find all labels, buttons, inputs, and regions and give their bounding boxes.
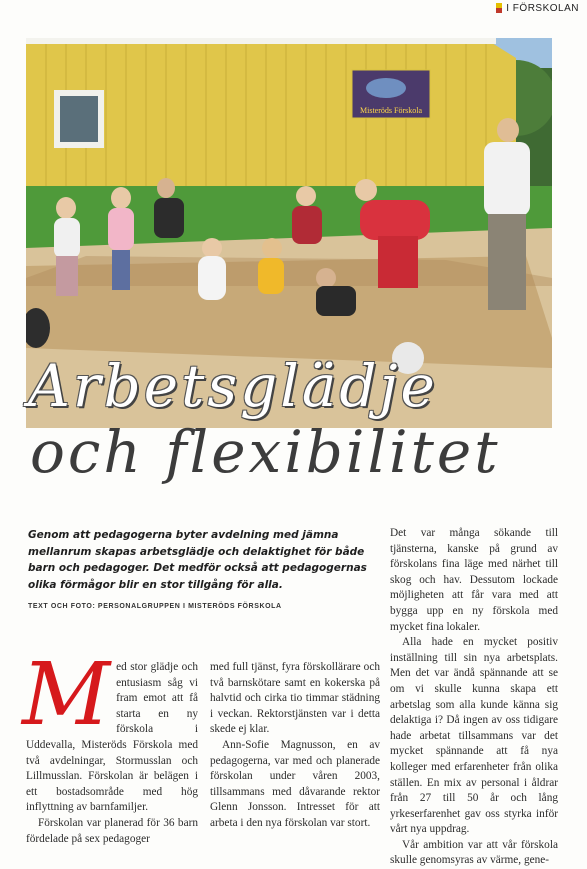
drop-cap: M	[22, 645, 111, 745]
body-paragraph: Vår ambition var att vår förskola skulle genomsyras av värme, gene-	[390, 838, 558, 867]
section-label	[496, 0, 579, 16]
sign-text: Misteröds Förskola	[360, 106, 422, 115]
body-column-2	[210, 660, 380, 832]
body-paragraph: Det var många sökande till tjänsterna, kanske på grund av förskolans fina läge med närhet till skog och hav. Dessutom lockade möjligheten att får vara med att bygga upp en ny förskola med mycket fina lokaler.	[390, 527, 558, 633]
headline-line-2: och flexibilitet	[30, 418, 501, 486]
section-label-text: I FÖRSKOLAN	[506, 2, 579, 14]
headline-line-1: Arbetsglädje	[28, 352, 438, 420]
lead-paragraph: Genom att pedagogerna byter avdelning med jämna mellanrum skapas arbetsglädje och delaktighet för både barn och pedagoger. Det medför också att pedagogernas olika förmågor blir en stor tillgång för alla.	[28, 529, 367, 591]
byline-credit: TEXT OCH FOTO: PERSONALGRUPPEN I MISTERÖDS FÖRSKOLA	[28, 603, 282, 610]
section-mark-icon	[496, 3, 502, 13]
body-paragraph: Ann-Sofie Magnusson, en av pedagogerna, var med och planerade förskolan under våren 2003, tillsammans med dåvarande rektor Glenn Jonsson. Intresset för att arbeta i den nya förskolan var stort.	[210, 738, 380, 829]
body-paragraph: ed stor glädje och entusiasm såg vi fram emot att få starta en ny förskola i Uddevalla, Misteröds Förskola med två avdelningar, Stormusslan och Lillmusslan. Förskolan är belägen i ett bostadsområde med hög inflyttning av barnfamiljer.	[26, 661, 198, 814]
body-paragraph: Alla hade en mycket positiv inställning till sin nya arbetsplats. Men det var ändå spännande att se om vi skulle kunna skapa ett arbetslag som alla kunde känna sig delaktiga i? Då ingen av oss tidigare hade arbetat tillsammans var det mycket spännande att få nya kolleger med erfarenheter från olika ställen. En mix av personal i åldrar från 27 till 50 år och lång yrkeserfarenhet gav oss styrka inför vårt nya uppdrag.	[390, 636, 558, 836]
body-paragraph: Förskolan var planerad för 36 barn fördelade på sex pedagoger	[26, 816, 198, 845]
page-header	[0, 0, 587, 16]
body-paragraph: med full tjänst, fyra förskollärare och två barnskötare samt en kokerska på halvtid och cirka tio timmar städning i veckan. Rektorstjänsten var i detta skede ej klar.	[210, 661, 380, 736]
body-column-3	[390, 526, 558, 869]
body-column-1	[22, 645, 198, 847]
